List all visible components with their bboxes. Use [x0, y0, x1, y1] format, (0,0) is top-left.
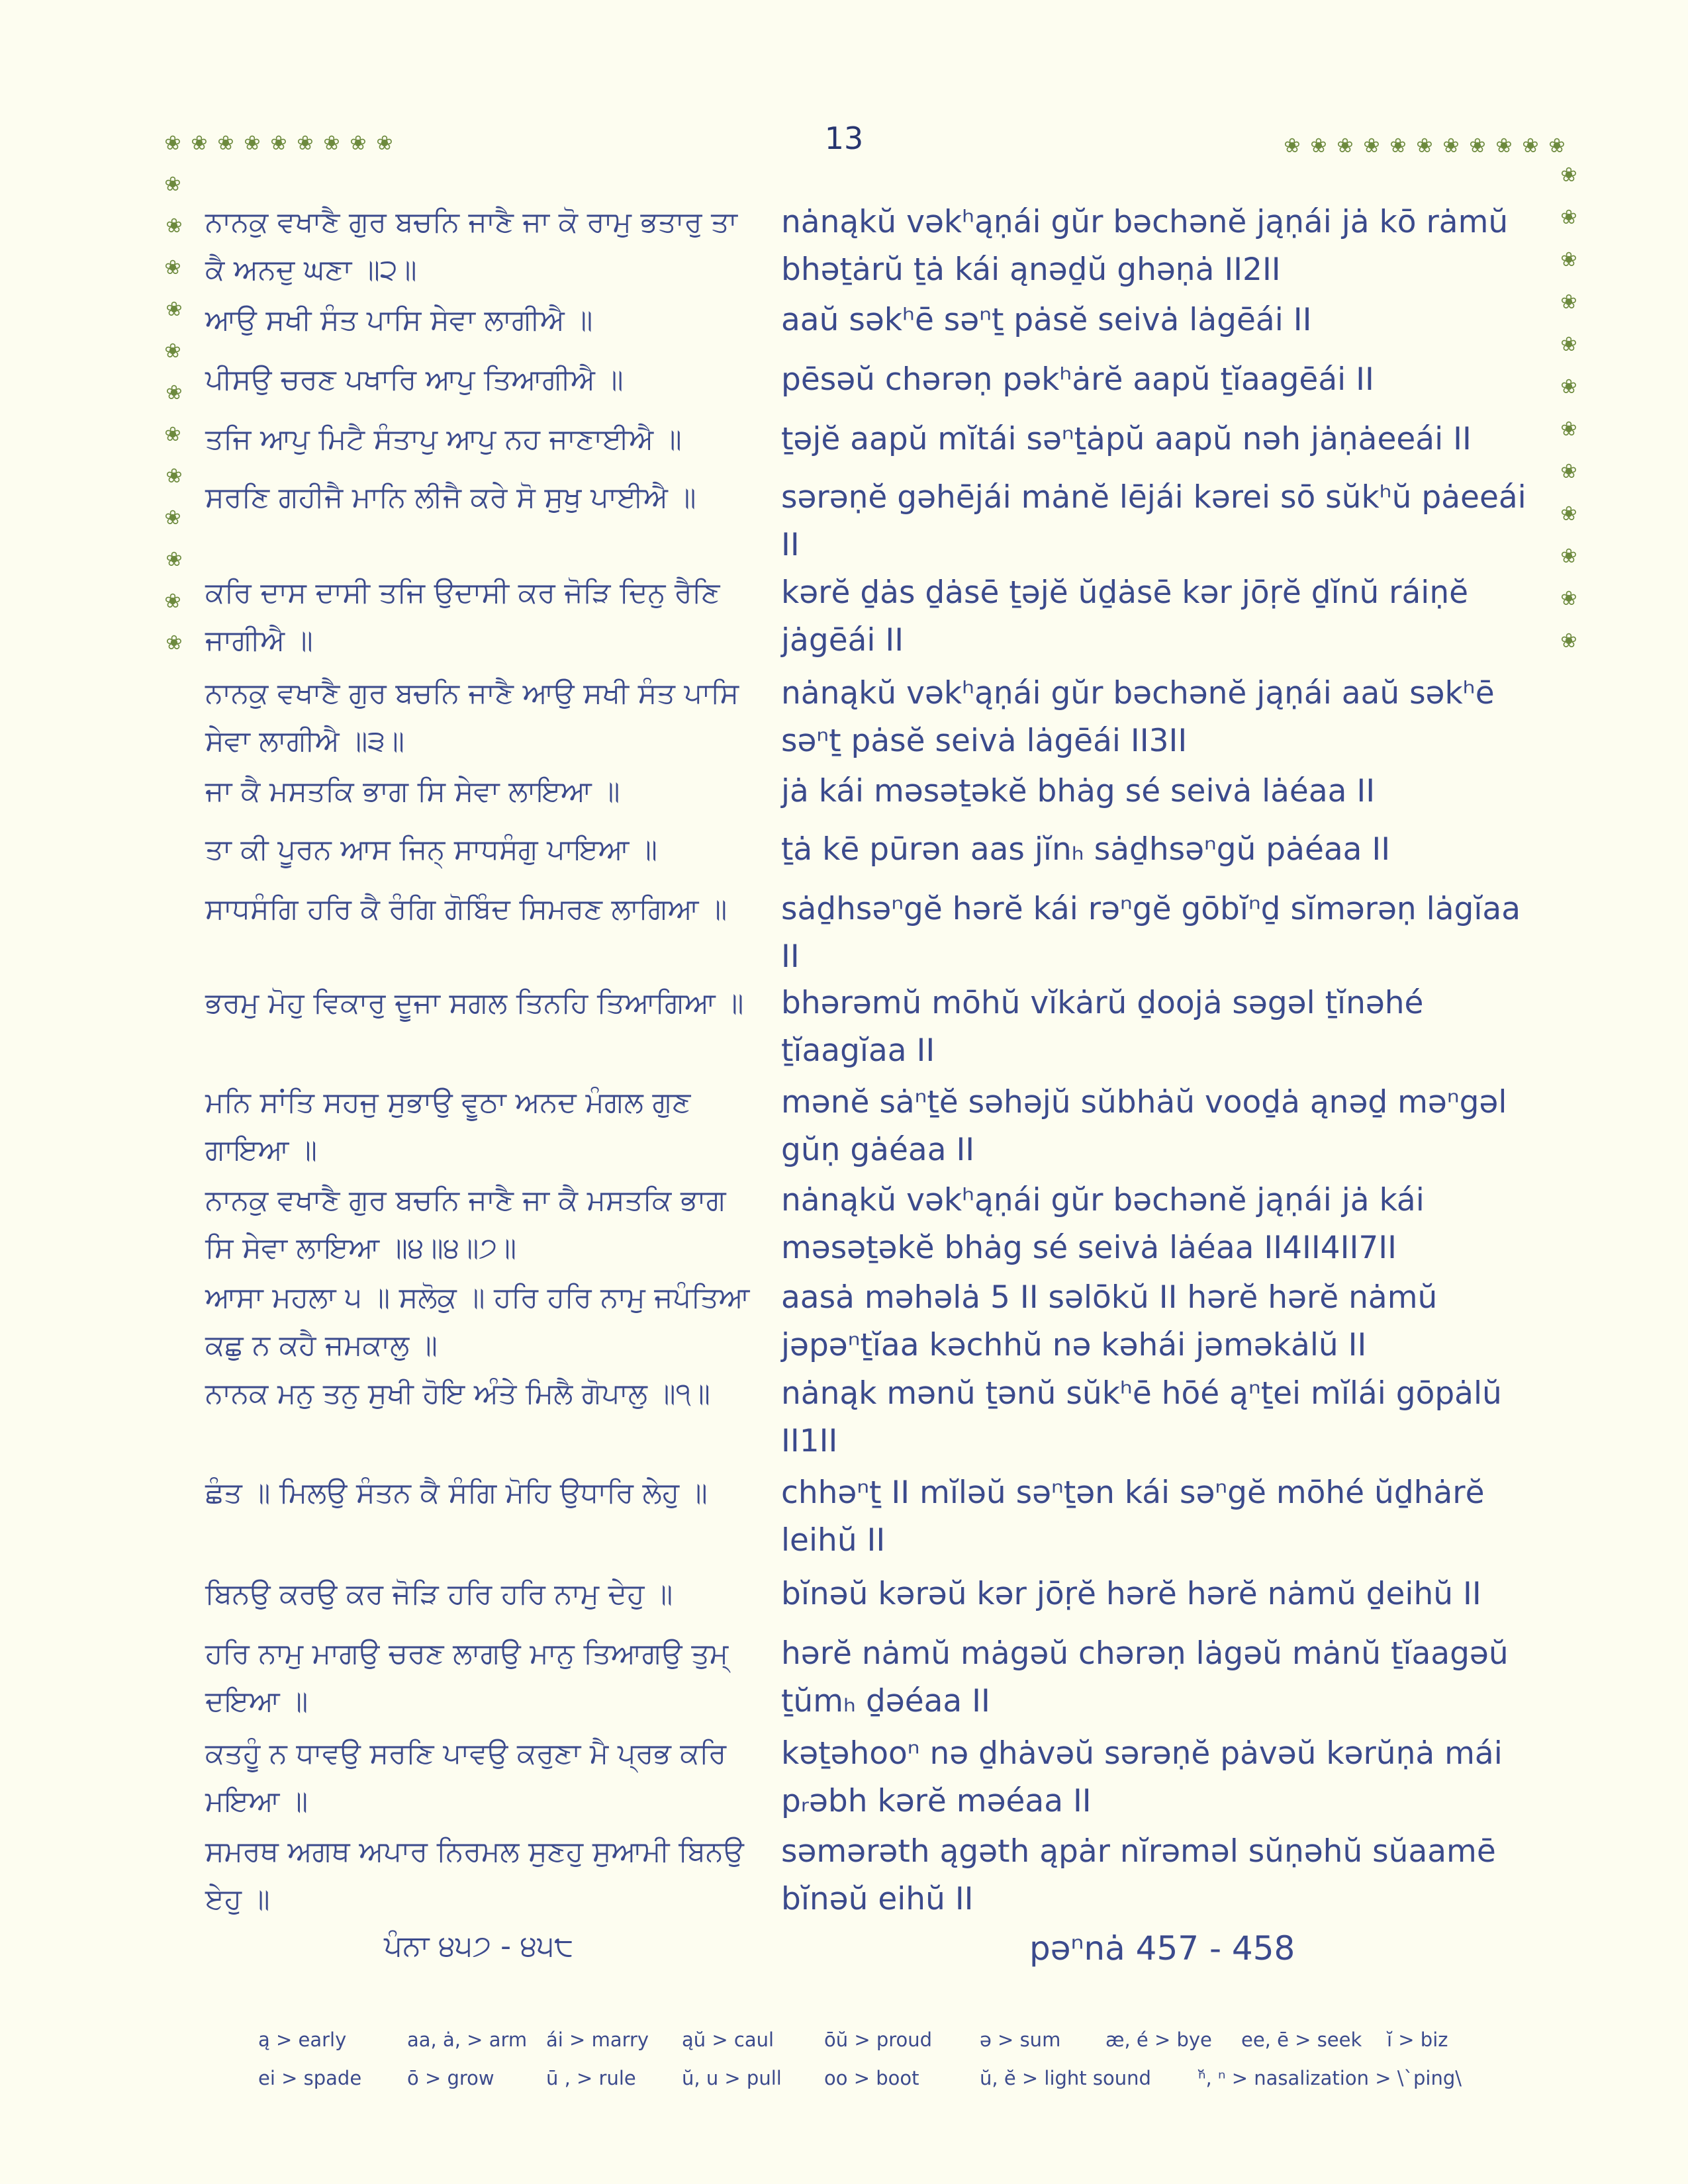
transliteration-line: jȧ kái məsəṯəkĕ bhȧg sé seivȧ lȧéaa II	[781, 773, 1376, 809]
flower-icon: ❀	[217, 132, 234, 155]
page-reference-gurmukhi: ਪੰਨਾ ੪੫੭ - ੪੫੮	[384, 1929, 574, 1963]
transliteration-line: aasȧ məhəlȧ 5 II səlōkŭ II hərĕ hərĕ nȧmŭ jəpəⁿṯĭaa kəchhŭ nə kəhái jəməkȧlŭ II	[781, 1279, 1438, 1363]
flower-icon: ❀	[1284, 134, 1301, 158]
verse-row	[205, 199, 1529, 296]
gurmukhi-line: ਜਾ ਕੈ ਮਸਤਕਿ ਭਾਗ ਸਿ ਸੇਵਾ ਲਾਇਆ ॥	[205, 775, 620, 808]
flower-icon: ❀	[165, 631, 183, 655]
legend-item: oo > boot	[824, 2067, 919, 2089]
flower-icon: ❀	[164, 506, 181, 529]
flower-icon: ❀	[1469, 134, 1486, 158]
transliteration-line: ṯȧ kē pūrən aas jĭnₕ sȧḏhsəⁿgŭ pȧéaa II	[781, 831, 1391, 868]
flower-icon: ❀	[1560, 375, 1577, 398]
flower-icon: ❀	[191, 132, 208, 155]
gurmukhi-line: ਭਰਮੁ ਮੋਹੁ ਵਿਕਾਰੁ ਦੂਜਾ ਸਗਲ ਤਿਨਹਿ ਤਿਆਗਿਆ ॥	[205, 987, 744, 1020]
legend-item: ōŭ > proud	[824, 2028, 933, 2051]
flower-icon: ❀	[165, 381, 183, 404]
transliteration-line: səmərəth ągəth ąpȧr nĭrəməl sŭṇəhŭ sŭaamē bĭnəŭ eihŭ II	[781, 1833, 1496, 1917]
flower-icon: ❀	[1363, 134, 1380, 158]
flower-icon: ❀	[1560, 291, 1577, 314]
flower-icon: ❀	[1560, 418, 1577, 441]
flower-icon: ❀	[164, 423, 181, 446]
gurmukhi-line: ਬਿਨਉ ਕਰਉ ਕਰ ਜੋੜਿ ਹਰਿ ਹਰਿ ਨਾਮੁ ਦੇਹੁ ॥	[205, 1578, 673, 1611]
transliteration-line: ṯəjĕ aapŭ mĭtái səⁿṯȧpŭ aapŭ nəh jȧṇȧeeái II	[781, 421, 1472, 457]
gurmukhi-line: ਕਰਿ ਦਾਸ ਦਾਸੀ ਤਜਿ ਉਦਾਸੀ ਕਰ ਜੋੜਿ ਦਿਨੁ ਰੈਣਿ ਜਾਗੀਐ ॥	[205, 576, 720, 657]
gurmukhi-line: ਸਮਰਥ ਅਗਥ ਅਪਾਰ ਨਿਰਮਲ ਸੁਣਹੁ ਸੁਆਮੀ ਬਿਨਉ ਏਹੁ ॥	[205, 1835, 744, 1916]
legend-item: ei > spade	[258, 2067, 362, 2089]
gurmukhi-line: ਪੀਸਉ ਚਰਣ ਪਖਾਰਿ ਆਪੁ ਤਿਆਗੀਐ ॥	[205, 363, 624, 396]
flower-icon: ❀	[165, 465, 183, 488]
legend-item: ə > sum	[980, 2028, 1061, 2051]
transliteration-line: kəṯəhooⁿ nə ḏhȧvəŭ sərəṇĕ pȧvəŭ kərŭṇȧ mái pᵣəbh kərĕ məéaa II	[781, 1735, 1503, 1819]
flower-icon: ❀	[1389, 134, 1407, 158]
flower-icon: ❀	[164, 173, 181, 196]
flower-icon: ❀	[1336, 134, 1354, 158]
flower-icon: ❀	[270, 132, 287, 155]
transliteration-line: nȧnąkŭ vəkʰąṇái gŭr bəchənĕ jąṇái aaŭ səkʰē səⁿṯ pȧsĕ seivȧ lȧgēái II3II	[781, 675, 1495, 759]
legend-item: ą > early	[258, 2028, 347, 2051]
transliteration-line: nȧnąkŭ vəkʰąṇái gŭr bəchənĕ jąṇái jȧ kái məsəṯəkĕ bhȧg sé seivȧ lȧéaa II4II4II7II	[781, 1182, 1425, 1266]
flower-icon: ❀	[1560, 587, 1577, 610]
legend-item: ee, ē > seek	[1241, 2028, 1362, 2051]
transliteration-line: kərĕ ḏȧs ḏȧsē ṯəjĕ ŭḏȧsē kər jōṛĕ ḏĭnŭ ráiṇĕ jȧgēái II	[781, 574, 1469, 659]
page-number: 13	[824, 120, 864, 156]
transliteration-line: nȧnąkŭ vəkʰąṇái gŭr bəchənĕ jąṇái jȧ kō rȧmŭ bhəṯȧrŭ ṯȧ kái ąnəḏŭ ghəṇȧ II2II	[781, 204, 1509, 288]
transliteration-line: sȧḏhsəⁿgĕ hərĕ kái rəⁿgĕ gōbĭⁿḏ sĭmərəṇ lȧgĭaa II	[781, 891, 1521, 975]
flower-icon: ❀	[164, 132, 181, 155]
flower-icon: ❀	[165, 298, 183, 321]
flower-icon: ❀	[165, 548, 183, 571]
gurmukhi-line: ਨਾਨਕੁ ਵਖਾਣੈ ਗੁਰ ਬਚਨਿ ਜਾਣੈ ਜਾ ਕੋ ਰਾਮੁ ਭਤਾਰੁ ਤਾ ਕੈ ਅਨਦੁ ਘਣਾ ॥੨॥	[205, 206, 737, 287]
gurmukhi-line: ਨਾਨਕ ਮਨੁ ਤਨੁ ਸੁਖੀ ਹੋਇ ਅੰਤੇ ਮਿਲੈ ਗੋਪਾਲੁ ॥੧॥	[205, 1377, 710, 1410]
flower-icon: ❀	[1548, 134, 1566, 158]
flower-icon: ❀	[164, 340, 181, 363]
legend-item: ĭ > biz	[1387, 2028, 1448, 2051]
legend-item: aa, ȧ, > arm	[407, 2028, 528, 2051]
flower-icon: ❀	[165, 214, 183, 238]
transliteration-line: mənĕ sȧⁿṯĕ səhəjŭ sŭbhȧŭ vooḏȧ ąnəḏ məⁿgəl gŭṇ gȧéaa II	[781, 1084, 1507, 1168]
flower-icon: ❀	[1560, 545, 1577, 568]
flower-icon: ❀	[244, 132, 261, 155]
legend-item: ąŭ > caul	[682, 2028, 774, 2051]
gurmukhi-line: ਆਸਾ ਮਹਲਾ ੫ ॥ ਸਲੋਕੁ ॥ ਹਰਿ ਹਰਿ ਨਾਮੁ ਜਪੰਤਿਆ ਕਛੁ ਨ ਕਹੈ ਜਮਕਾਲੁ ॥	[205, 1281, 750, 1362]
gurmukhi-line: ਤਾ ਕੀ ਪੂਰਨ ਆਸ ਜਿਨ੍ ਸਾਧਸੰਗੁ ਪਾਇਆ ॥	[205, 833, 658, 866]
flower-icon: ❀	[1560, 206, 1577, 229]
flower-icon: ❀	[1495, 134, 1513, 158]
legend-item: ō > grow	[407, 2067, 494, 2089]
flower-icon: ❀	[1442, 134, 1460, 158]
gurmukhi-line: ਨਾਨਕੁ ਵਖਾਣੈ ਗੁਰ ਬਚਨਿ ਜਾਣੈ ਆਉ ਸਖੀ ਸੰਤ ਪਾਸਿ ਸੇਵਾ ਲਾਗੀਐ ॥੩॥	[205, 677, 739, 758]
flower-icon: ❀	[1560, 460, 1577, 483]
legend-item: ū , > rule	[546, 2067, 636, 2089]
gurmukhi-line: ਨਾਨਕੁ ਵਖਾਣੈ ਗੁਰ ਬਚਨਿ ਜਾਣੈ ਜਾ ਕੈ ਮਸਤਕਿ ਭਾਗ ਸਿ ਸੇਵਾ ਲਾਇਆ ॥੪॥੪॥੭॥	[205, 1184, 726, 1265]
flower-icon: ❀	[1560, 333, 1577, 356]
gurmukhi-line: ਛੰਤ ॥ ਮਿਲਉ ਸੰਤਨ ਕੈ ਸੰਗਿ ਮੋਹਿ ਉਧਾਰਿ ਲੇਹੁ ॥	[205, 1477, 708, 1510]
transliteration-line: bhərəmŭ mōhŭ vĭkȧrŭ ḏoojȧ səgəl ṯĭnəhé ṯĭaagĭaa II	[781, 985, 1424, 1069]
flower-icon: ❀	[350, 132, 367, 155]
legend-item: ⁿ̆, ⁿ > nasalization > \`ping\	[1198, 2067, 1462, 2089]
transliteration-line: sərəṇĕ gəhējái mȧnĕ lējái kərei sō sŭkʰŭ pȧeeái II	[781, 479, 1526, 563]
flower-icon: ❀	[1560, 163, 1577, 187]
legend-item: ŭ, u > pull	[682, 2067, 782, 2089]
flower-icon: ❀	[1310, 134, 1327, 158]
flower-icon: ❀	[1560, 502, 1577, 525]
page-reference-transliteration: pəⁿnȧ 457 - 458	[1029, 1929, 1295, 1968]
flower-icon: ❀	[297, 132, 314, 155]
gurmukhi-line: ਸਾਧਸੰਗਿ ਹਰਿ ਕੈ ਰੰਗਿ ਗੋਬਿੰਦ ਸਿਮਰਣ ਲਾਗਿਆ ॥	[205, 893, 727, 926]
legend-item: ŭ, ĕ > light sound	[980, 2067, 1151, 2089]
flower-icon: ❀	[1416, 134, 1433, 158]
transliteration-line: nȧnąk mənŭ ṯənŭ sŭkʰē hōé ąⁿṯei mĭlái gōpȧlŭ II1II	[781, 1375, 1502, 1459]
flower-icon: ❀	[1560, 248, 1577, 271]
legend-item: æ, é > bye	[1105, 2028, 1212, 2051]
gurmukhi-line: ਆਉ ਸਖੀ ਸੰਤ ਪਾਸਿ ਸੇਵਾ ਲਾਗੀਐ ॥	[205, 304, 593, 337]
transliteration-line: pēsəŭ chərəṇ pəkʰȧrĕ aapŭ ṯĭaagēái II	[781, 361, 1374, 398]
gurmukhi-line: ਮਨਿ ਸਾਂਤਿ ਸਹਜੁ ਸੁਭਾਉ ਵੂਠਾ ਅਨਦ ਮੰਗਲ ਗੁਣ ਗਾਇਆ ॥	[205, 1086, 691, 1167]
transliteration-line: aaŭ səkʰē səⁿṯ pȧsĕ seivȧ lȧgēái II	[781, 302, 1312, 338]
flower-icon: ❀	[164, 256, 181, 279]
gurmukhi-line: ਕਤਹੂੰ ਨ ਧਾਵਉ ਸਰਣਿ ਪਾਵਉ ਕਰੁਣਾ ਮੈ ਪ੍ਰਭ ਕਰਿ ਮਇਆ ॥	[205, 1737, 727, 1818]
transliteration-line: chhəⁿṯ II mĭləŭ səⁿṯən kái səⁿgĕ mōhé ŭḏhȧrĕ leihŭ II	[781, 1475, 1485, 1559]
flower-icon: ❀	[376, 132, 393, 155]
flower-icon: ❀	[164, 590, 181, 613]
gurmukhi-line: ਹਰਿ ਨਾਮੁ ਮਾਗਉ ਚਰਣ ਲਾਗਉ ਮਾਨੁ ਤਿਆਗਉ ਤੁਮ੍ ਦਇਆ ॥	[205, 1637, 729, 1718]
legend-item: ái > marry	[546, 2028, 649, 2051]
transliteration-line: bĭnəŭ kərəŭ kər jōṛĕ hərĕ hərĕ nȧmŭ ḏeihŭ II	[781, 1576, 1481, 1612]
gurmukhi-line: ਤਜਿ ਆਪੁ ਮਿਟੈ ਸੰਤਾਪੁ ਆਪੁ ਨਹ ਜਾਣਾਈਐ ॥	[205, 423, 682, 456]
flower-icon: ❀	[323, 132, 340, 155]
flower-icon: ❀	[1560, 629, 1577, 653]
flower-icon: ❀	[1522, 134, 1539, 158]
gurmukhi-line: ਸਰਣਿ ਗਹੀਜੈ ਮਾਨਿ ਲੀਜੈ ਕਰੇ ਸੋ ਸੁਖੁ ਪਾਈਐ ॥	[205, 481, 696, 514]
transliteration-line: hərĕ nȧmŭ mȧgəŭ chərəṇ lȧgəŭ mȧnŭ ṯĭaagəŭ ṯŭmₕ ḏəéaa II	[781, 1635, 1509, 1719]
